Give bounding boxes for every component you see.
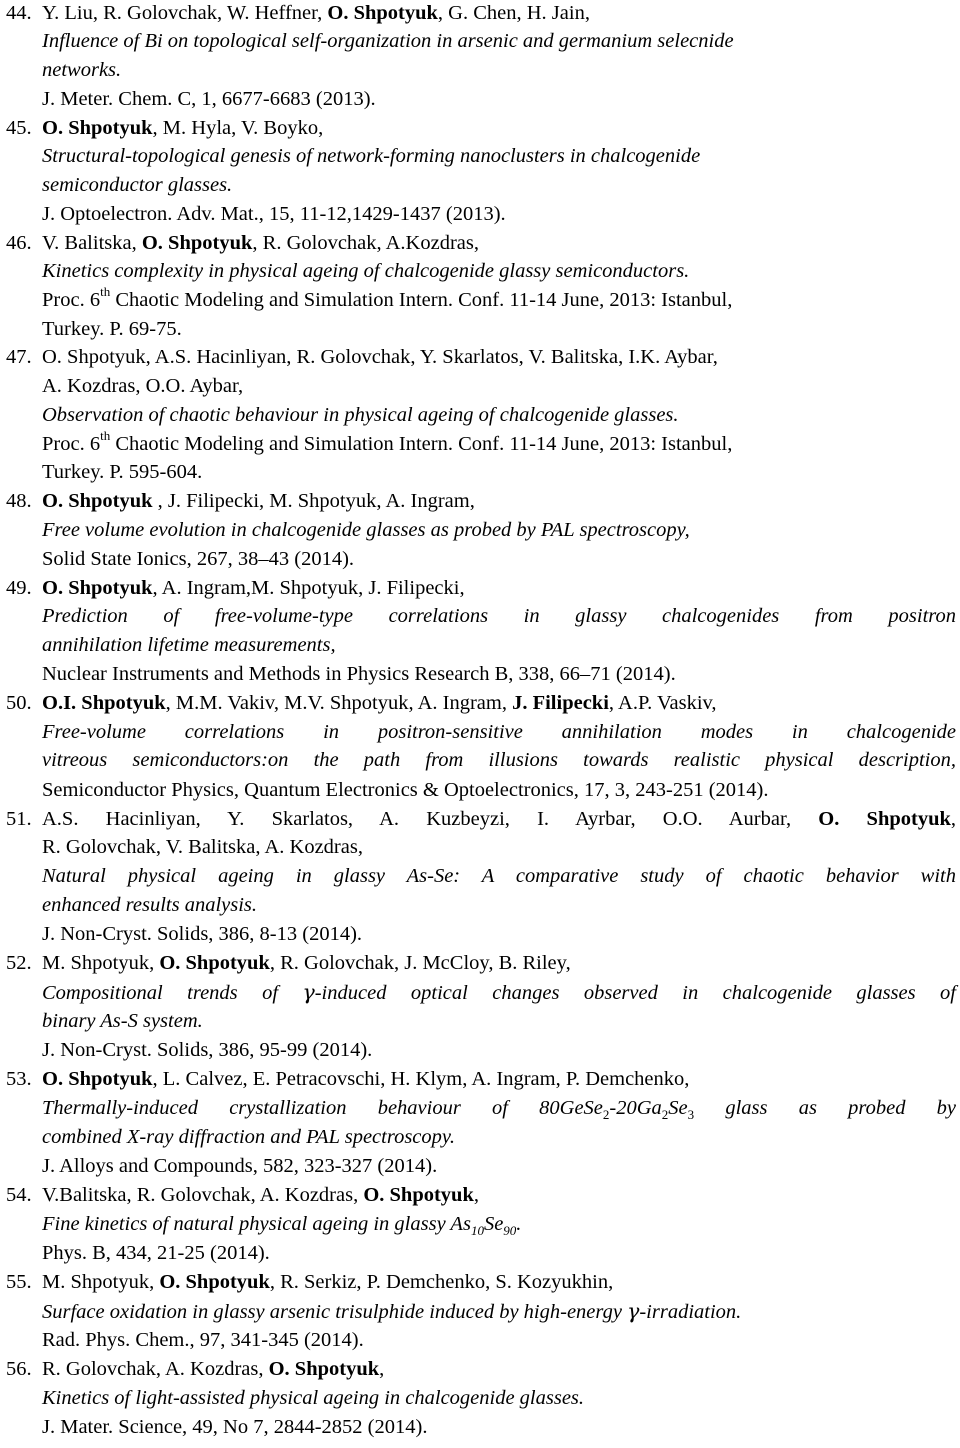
reference-line bbox=[0, 1413, 960, 1442]
reference-line-text bbox=[42, 833, 956, 862]
text-segment: Semiconductor Physics, Quantum Electronics & Optoelectronics, 17, 3, 243-251 (2014). bbox=[42, 779, 769, 801]
text-segment: J. Non-Cryst. Solids, 386, 95-99 (2014). bbox=[42, 1039, 373, 1061]
reference-line bbox=[0, 1181, 960, 1210]
reference-line-text bbox=[42, 372, 956, 401]
reference-line-text bbox=[42, 114, 956, 143]
reference-number: 44. bbox=[6, 2, 32, 24]
reference-line-text bbox=[42, 949, 956, 978]
reference-line-text bbox=[42, 516, 956, 545]
title-text: Influence of Bi on topological self-organization in arsenic and germanium selecnide bbox=[42, 30, 734, 52]
author-highlight: O. Shpotyuk bbox=[42, 577, 153, 599]
text-segment: Rad. Phys. Chem., 97, 341-345 (2014). bbox=[42, 1329, 364, 1351]
reference-line bbox=[0, 1094, 960, 1123]
reference-line bbox=[0, 142, 960, 171]
reference-line-text bbox=[42, 27, 956, 56]
reference-line bbox=[0, 1152, 960, 1181]
reference-line-text bbox=[42, 229, 956, 258]
reference-line-text bbox=[42, 805, 956, 834]
text-segment: O. Shpotyuk, A.S. Hacinliyan, R. Golovchak, Y. Skarlatos, V. Balitska, I.K. Aybar, bbox=[42, 346, 718, 368]
text-segment: , J. Filipecki, M. Shpotyuk, A. Ingram, bbox=[152, 490, 475, 512]
reference-line bbox=[0, 229, 960, 258]
text-segment: Chaotic Modeling and Simulation Intern. Conf. 11-14 June, 2013: Istanbul, bbox=[110, 433, 733, 455]
reference-line bbox=[0, 257, 960, 286]
title-text: annihilation lifetime measurements, bbox=[42, 634, 336, 656]
reference-line-text bbox=[42, 85, 956, 114]
reference-line-text bbox=[42, 1036, 956, 1065]
author-highlight: O. Shpotyuk bbox=[268, 1358, 380, 1380]
reference-number: 50. bbox=[6, 692, 32, 714]
text-segment: J. Alloys and Compounds, 582, 323-327 (2014). bbox=[42, 1155, 438, 1177]
text-segment: , L. Calvez, E. Petracovschi, H. Klym, A. Ingram, P. Demchenko, bbox=[152, 1068, 690, 1090]
reference-line-text bbox=[42, 574, 956, 603]
text-segment: Proc. 6 bbox=[42, 289, 101, 311]
reference-line bbox=[0, 343, 960, 372]
title-text: -induced optical changes observed in chalcogenide glasses of bbox=[314, 982, 956, 1004]
title-text: combined X-ray diffraction and PAL spectroscopy. bbox=[42, 1126, 455, 1148]
reference-line bbox=[0, 1355, 960, 1384]
author-highlight: O.I. Shpotyuk bbox=[42, 692, 166, 714]
reference-line-text bbox=[42, 631, 956, 660]
reference-line bbox=[0, 660, 960, 689]
text-segment: , R. Golovchak, J. McCloy, B. Riley, bbox=[269, 952, 571, 974]
reference-line bbox=[0, 545, 960, 574]
text-segment: Y. Liu, R. Golovchak, W. Heffner, bbox=[42, 2, 328, 24]
reference-line bbox=[0, 1268, 960, 1297]
title-text: Natural physical ageing in glassy As-Se: A comparative study of chaotic behavior with bbox=[42, 865, 956, 887]
text-segment: M. Shpotyuk, bbox=[42, 952, 160, 974]
reference-number: 47. bbox=[6, 346, 32, 368]
reference-line bbox=[0, 891, 960, 920]
reference-line-text bbox=[42, 1384, 956, 1413]
reference-number: 48. bbox=[6, 490, 32, 512]
reference-number: 53. bbox=[6, 1068, 32, 1090]
reference-line bbox=[0, 286, 960, 315]
text-segment: J. Non-Cryst. Solids, 386, 8-13 (2014). bbox=[42, 923, 363, 945]
reference-line-text bbox=[42, 1123, 956, 1152]
reference-number: 51. bbox=[6, 808, 32, 830]
reference-line-text bbox=[42, 401, 956, 430]
reference-line bbox=[0, 1123, 960, 1152]
author-highlight: O. Shpotyuk bbox=[141, 232, 253, 254]
reference-line bbox=[0, 372, 960, 401]
reference-line bbox=[0, 1297, 960, 1326]
title-text: -irradiation. bbox=[639, 1301, 742, 1323]
reference-line-text bbox=[42, 286, 956, 315]
reference-line bbox=[0, 1239, 960, 1268]
text-segment: R. Golovchak, A. Kozdras, bbox=[42, 1358, 269, 1380]
reference-line bbox=[0, 1065, 960, 1094]
title-text: semiconductor glasses. bbox=[42, 174, 233, 196]
text-segment: , M. Hyla, V. Boyko, bbox=[152, 117, 324, 139]
title-text: vitreous semiconductors:on the path from illusions towards realistic physical description, bbox=[42, 749, 956, 771]
reference-line bbox=[0, 718, 960, 747]
subscript: 3 bbox=[687, 1107, 695, 1123]
reference-line-text bbox=[42, 1355, 956, 1384]
reference-line-text bbox=[42, 430, 956, 459]
reference-line-text bbox=[42, 602, 956, 631]
title-text: Free-volume correlations in positron-sensitive annihilation modes in chalcogenide bbox=[42, 721, 956, 743]
reference-line-text bbox=[42, 746, 956, 775]
title-text: Fine kinetics of natural physical ageing in glassy As bbox=[42, 1213, 471, 1235]
title-text: Kinetics complexity in physical ageing of chalcogenide glassy semiconductors. bbox=[42, 260, 690, 282]
text-segment: Nuclear Instruments and Methods in Physics Research B, 338, 66–71 (2014). bbox=[42, 663, 676, 685]
reference-line-text bbox=[42, 718, 956, 747]
reference-line-text bbox=[42, 920, 956, 949]
reference-line bbox=[0, 1210, 960, 1239]
reference-line bbox=[0, 487, 960, 516]
text-segment: , R. Serkiz, P. Demchenko, S. Kozyukhin, bbox=[269, 1271, 614, 1293]
reference-line-text bbox=[42, 1065, 956, 1094]
title-text: networks. bbox=[42, 59, 122, 81]
reference-line bbox=[0, 458, 960, 487]
reference-line bbox=[0, 516, 960, 545]
reference-line-text bbox=[42, 891, 956, 920]
author-highlight: O. Shpotyuk bbox=[327, 2, 438, 24]
subscript: 10 bbox=[470, 1223, 484, 1239]
reference-line-text bbox=[42, 315, 956, 344]
text-segment: R. Golovchak, V. Balitska, A. Kozdras, bbox=[42, 836, 363, 858]
reference-number: 55. bbox=[6, 1271, 32, 1293]
reference-line-text bbox=[42, 660, 956, 689]
title-text: Surface oxidation in glassy arsenic trisulphide induced by high-energy bbox=[42, 1301, 628, 1323]
reference-line-text bbox=[42, 200, 956, 229]
reference-number: 54. bbox=[6, 1184, 32, 1206]
author-highlight: O. Shpotyuk bbox=[42, 1068, 153, 1090]
reference-number: 56. bbox=[6, 1358, 32, 1380]
author-highlight: O. Shpotyuk bbox=[818, 808, 951, 830]
reference-line bbox=[0, 315, 960, 344]
reference-line-text bbox=[42, 1268, 956, 1297]
reference-line bbox=[0, 401, 960, 430]
title-text: -20Ga bbox=[609, 1097, 662, 1119]
gamma-symbol: γ bbox=[302, 980, 315, 1004]
reference-line bbox=[0, 949, 960, 978]
reference-line bbox=[0, 805, 960, 834]
title-text: Observation of chaotic behaviour in physical ageing of chalcogenide glasses. bbox=[42, 404, 679, 426]
text-segment: Turkey. P. 69-75. bbox=[42, 318, 182, 340]
text-segment: , bbox=[473, 1184, 479, 1206]
author-highlight: J. Filipecki bbox=[512, 692, 609, 714]
text-segment: V.Balitska, R. Golovchak, A. Kozdras, bbox=[42, 1184, 364, 1206]
reference-line-text bbox=[42, 862, 956, 891]
reference-number: 46. bbox=[6, 232, 32, 254]
title-text: glass as probed by bbox=[694, 1097, 956, 1119]
title-text: Kinetics of light-assisted physical ageing in chalcogenide glasses. bbox=[42, 1387, 585, 1409]
author-highlight: O. Shpotyuk bbox=[42, 117, 153, 139]
text-segment: J. Meter. Chem. C, 1, 6677-6683 (2013). bbox=[42, 88, 376, 110]
author-highlight: O. Shpotyuk bbox=[363, 1184, 474, 1206]
reference-line-text bbox=[42, 545, 956, 574]
reference-line-text bbox=[42, 487, 956, 516]
reference-number: 49. bbox=[6, 577, 32, 599]
text-segment: Phys. B, 434, 21-25 (2014). bbox=[42, 1242, 270, 1264]
gamma-symbol: γ bbox=[627, 1299, 640, 1323]
title-text: enhanced results analysis. bbox=[42, 894, 258, 916]
subscript: 90 bbox=[503, 1223, 517, 1239]
reference-line bbox=[0, 56, 960, 85]
text-segment: Solid State Ionics, 267, 38–43 (2014). bbox=[42, 548, 355, 570]
reference-line-text bbox=[42, 1239, 956, 1268]
title-text: Thermally-induced crystallization behaviour of 80GeSe bbox=[42, 1097, 603, 1119]
reference-line bbox=[0, 574, 960, 603]
title-text: Compositional trends of bbox=[42, 982, 303, 1004]
text-segment: , G. Chen, H. Jain, bbox=[437, 2, 590, 24]
reference-line-text bbox=[42, 142, 956, 171]
text-segment: V. Balitska, bbox=[42, 232, 142, 254]
text-segment: J. Optoelectron. Adv. Mat., 15, 11-12,1429-1437 (2013). bbox=[42, 203, 506, 225]
reference-line-text bbox=[42, 1297, 956, 1327]
reference-line-text bbox=[42, 1007, 956, 1036]
author-highlight: O. Shpotyuk bbox=[159, 952, 270, 974]
reference-line bbox=[0, 746, 960, 775]
text-segment: J. Mater. Science, 49, No 7, 2844-2852 (2014). bbox=[42, 1416, 428, 1438]
text-segment: Turkey. P. 595-604. bbox=[42, 461, 203, 483]
text-segment: A.S. Hacinliyan, Y. Skarlatos, A. Kuzbeyzi, I. Ayrbar, O.O. Aurbar, bbox=[42, 808, 819, 830]
text-segment: , M.M. Vakiv, M.V. Shpotyuk, A. Ingram, bbox=[165, 692, 513, 714]
reference-line-text bbox=[42, 1326, 956, 1355]
title-text: Se bbox=[668, 1097, 688, 1119]
reference-line-text bbox=[42, 776, 956, 805]
text-segment: , A. Ingram,M. Shpotyuk, J. Filipecki, bbox=[152, 577, 465, 599]
reference-line-text bbox=[42, 0, 956, 28]
title-text: Structural-topological genesis of network-forming nanoclusters in chalcogenide bbox=[42, 145, 701, 167]
text-segment: A. Kozdras, O.O. Aybar, bbox=[42, 375, 244, 397]
superscript: th bbox=[100, 428, 111, 444]
reference-line bbox=[0, 920, 960, 949]
subscript: 2 bbox=[602, 1107, 610, 1123]
reference-line bbox=[0, 833, 960, 862]
reference-line bbox=[0, 978, 960, 1007]
reference-line-text bbox=[42, 978, 956, 1008]
text-segment: Proc. 6 bbox=[42, 433, 101, 455]
reference-line bbox=[0, 114, 960, 143]
text-segment: , R. Golovchak, A.Kozdras, bbox=[252, 232, 479, 254]
reference-line bbox=[0, 602, 960, 631]
reference-line-text bbox=[42, 1210, 956, 1239]
text-segment: , bbox=[950, 808, 957, 830]
reference-line bbox=[0, 1036, 960, 1065]
title-text: Prediction of free-volume-type correlations in glassy chalcogenides from positron bbox=[42, 605, 956, 627]
reference-line bbox=[0, 27, 960, 56]
title-text: Free volume evolution in chalcogenide glasses as probed by PAL spectroscopy, bbox=[42, 519, 690, 541]
reference-line bbox=[0, 0, 960, 28]
reference-line-text bbox=[42, 257, 956, 286]
reference-line-text bbox=[42, 171, 956, 200]
reference-line-text bbox=[42, 343, 956, 372]
subscript: 2 bbox=[661, 1107, 669, 1123]
reference-line-text bbox=[42, 689, 956, 718]
reference-line bbox=[0, 1007, 960, 1036]
reference-line bbox=[0, 862, 960, 891]
author-highlight: O. Shpotyuk bbox=[159, 1271, 270, 1293]
text-segment: , A.P. Vaskiv, bbox=[608, 692, 717, 714]
superscript: th bbox=[100, 284, 111, 300]
reference-number: 52. bbox=[6, 952, 32, 974]
reference-line bbox=[0, 631, 960, 660]
reference-line-text bbox=[42, 1152, 956, 1181]
reference-line-text bbox=[42, 1413, 956, 1442]
reference-line-text bbox=[42, 56, 956, 85]
reference-number: 45. bbox=[6, 117, 32, 139]
title-text: . bbox=[516, 1213, 522, 1235]
reference-line-text bbox=[42, 458, 956, 487]
reference-line bbox=[0, 171, 960, 200]
reference-line bbox=[0, 430, 960, 459]
reference-line bbox=[0, 1384, 960, 1413]
title-text: Se bbox=[483, 1213, 504, 1235]
reference-line bbox=[0, 85, 960, 114]
text-segment: , bbox=[379, 1358, 385, 1380]
text-segment: M. Shpotyuk, bbox=[42, 1271, 160, 1293]
reference-line-text bbox=[42, 1181, 956, 1210]
title-text: binary As-S system. bbox=[42, 1010, 203, 1032]
reference-line-text bbox=[42, 1094, 956, 1123]
author-highlight: O. Shpotyuk bbox=[42, 490, 153, 512]
reference-line bbox=[0, 200, 960, 229]
reference-line bbox=[0, 1326, 960, 1355]
reference-line bbox=[0, 689, 960, 718]
reference-line bbox=[0, 776, 960, 805]
text-segment: Chaotic Modeling and Simulation Intern. Conf. 11-14 June, 2013: Istanbul, bbox=[110, 289, 733, 311]
